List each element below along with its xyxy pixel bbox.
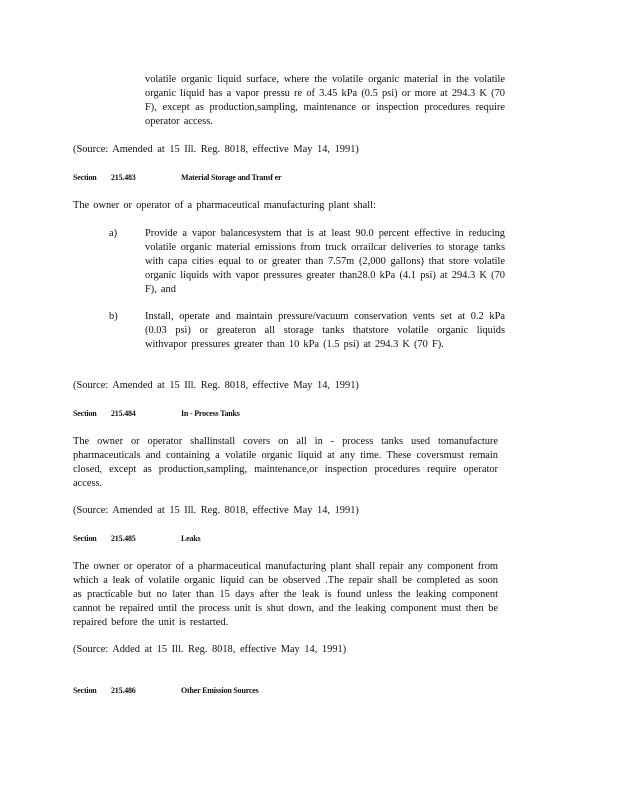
section-word: Section <box>73 686 97 695</box>
source-note-2: (Source: Amended at 15 Ill. Reg. 8018, effective May 14, 1991) <box>73 380 359 391</box>
section-number: 215.486 <box>111 686 136 695</box>
section-title: Other Emission Sources <box>181 686 259 695</box>
source-note-3: (Source: Amended at 15 Ill. Reg. 8018, effective May 14, 1991) <box>73 505 359 516</box>
section-number: 215.485 <box>111 534 136 543</box>
section-484-paragraph: The owner or operator shallinstall covers on all in - process tanks used tomanufacture pharmaceuticals and containing a volatile organic liquid at any time. These coversmust remain closed, except as production,sampling, maintenance,or inspection procedures require operator access. <box>73 436 498 489</box>
section-485-paragraph: The owner or operator of a pharmaceutical manufacturing plant shall repair any component from which a leak of volatile organic liquid can be observed .The repair shall be completed as soon as practicable but no later than 15 days after the leak is found unless the leaking component cannot be repaired until the process unit is shut down, and the leaking component must then be repaired before the unit is restarted. <box>73 561 498 628</box>
section-word: Section <box>73 173 97 182</box>
section-title: Material Storage and Transf er <box>181 173 282 182</box>
section-number: 215.483 <box>111 173 136 182</box>
item-text-b: Install, operate and maintain pressure/vacuum conservation vents set at 0.2 kPa (0.03 psi) or greateron all storage tanks thatstore volatile organic liquids withvapor pressures greater than 10 kPa (1.5 psi) at 294.3 K (70 F). <box>145 311 505 350</box>
item-label-b: b) <box>109 311 118 322</box>
item-label-a: a) <box>109 228 118 239</box>
section-number: 215.484 <box>111 409 136 418</box>
section-title: Leaks <box>181 534 201 543</box>
source-note-1: (Source: Amended at 15 Ill. Reg. 8018, effective May 14, 1991) <box>73 144 359 155</box>
section-483-intro: The owner or operator of a pharmaceutical manufacturing plant shall: <box>73 200 376 211</box>
source-note-4: (Source: Added at 15 Ill. Reg. 8018, effective May 14, 1991) <box>73 644 347 655</box>
section-title: In - Process Tanks <box>181 409 240 418</box>
continuation-paragraph: volatile organic liquid surface, where the volatile organic material in the volatile organic liquid has a vapor pressu re of 3.45 kPa (0.5 psi) or more at 294.3 K (70 F), except as production,sampling, maintenance or inspection procedures require operator access. <box>145 74 505 127</box>
section-word: Section <box>73 534 97 543</box>
item-text-a: Provide a vapor balancesystem that is at least 90.0 percent effective in reducing volatile organic material emissions from truck orrailcar deliveries to storage tanks with capa cities equal to or greater than 7.57m (2,000 gallons) that store volatile organic liquids with vapor pressures greater than28.0 kPa (4.1 psi) at 294.3 K (70 F), and <box>145 228 505 295</box>
section-word: Section <box>73 409 97 418</box>
